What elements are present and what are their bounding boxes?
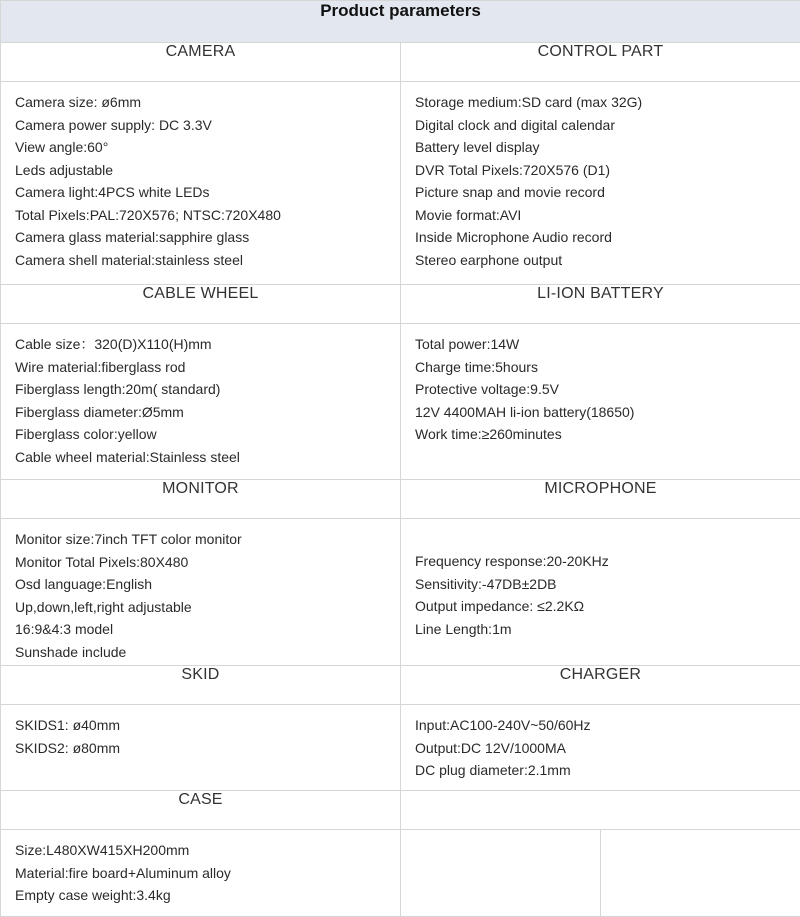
control-part-heading: CONTROL PART bbox=[401, 43, 800, 82]
spec-line: Material:fire board+Aluminum alloy bbox=[15, 862, 388, 885]
spec-line: View angle:60° bbox=[15, 136, 388, 159]
spec-line: Input:AC100-240V~50/60Hz bbox=[415, 714, 788, 737]
spec-line: Storage medium:SD card (max 32G) bbox=[415, 91, 788, 114]
spec-line: Fiberglass length:20m( standard) bbox=[15, 378, 388, 401]
spec-line: Output:DC 12V/1000MA bbox=[415, 737, 788, 760]
spec-line: Charge time:5hours bbox=[415, 356, 788, 379]
control-part-specs bbox=[401, 82, 800, 285]
spec-line: Monitor size:7inch TFT color monitor bbox=[15, 528, 388, 551]
spec-line: Line Length:1m bbox=[415, 618, 788, 641]
li-ion-battery-heading: LI-ION BATTERY bbox=[401, 285, 800, 324]
spec-line: Camera shell material:stainless steel bbox=[15, 249, 388, 272]
li-ion-battery-specs bbox=[401, 324, 800, 480]
spec-line: Size:L480XW415XH200mm bbox=[15, 839, 388, 862]
camera-specs bbox=[1, 82, 401, 285]
spec-line: Battery level display bbox=[415, 136, 788, 159]
monitor-heading: MONITOR bbox=[1, 480, 401, 519]
empty-subcell-left bbox=[401, 830, 600, 916]
spec-line: Camera light:4PCS white LEDs bbox=[15, 181, 388, 204]
spec-line: 16:9&4:3 model bbox=[15, 618, 388, 641]
monitor-specs bbox=[1, 519, 401, 666]
spec-line: Camera glass material:sapphire glass bbox=[15, 226, 388, 249]
spec-line: Digital clock and digital calendar bbox=[415, 114, 788, 137]
spec-line: Sensitivity:-47DB±2DB bbox=[415, 573, 788, 596]
spec-line: Empty case weight:3.4kg bbox=[15, 884, 388, 907]
spec-line: Camera size: ø6mm bbox=[15, 91, 388, 114]
microphone-heading: MICROPHONE bbox=[401, 480, 800, 519]
spec-line: Protective voltage:9.5V bbox=[415, 378, 788, 401]
camera-heading: CAMERA bbox=[1, 43, 401, 82]
spec-line: 12V 4400MAH li-ion battery(18650) bbox=[415, 401, 788, 424]
case-heading: CASE bbox=[1, 791, 401, 830]
empty-body-cell bbox=[401, 830, 800, 917]
spec-line: DVR Total Pixels:720X576 (D1) bbox=[415, 159, 788, 182]
spec-line: Wire material:fiberglass rod bbox=[15, 356, 388, 379]
spec-line: Sunshade include bbox=[15, 641, 388, 664]
spec-line: DC plug diameter:2.1mm bbox=[415, 759, 788, 782]
spec-line: Camera power supply: DC 3.3V bbox=[15, 114, 388, 137]
spec-line: Total power:14W bbox=[415, 333, 788, 356]
spec-line: Work time:≥260minutes bbox=[415, 423, 788, 446]
charger-heading: CHARGER bbox=[401, 666, 800, 705]
spec-line: Fiberglass diameter:Ø5mm bbox=[15, 401, 388, 424]
spec-line: Fiberglass color:yellow bbox=[15, 423, 388, 446]
cable-wheel-heading: CABLE WHEEL bbox=[1, 285, 401, 324]
spec-line: Output impedance: ≤2.2KΩ bbox=[415, 595, 788, 618]
spec-line: SKIDS2: ø80mm bbox=[15, 737, 388, 760]
spec-line: Frequency response:20-20KHz bbox=[415, 550, 788, 573]
spec-line: Total Pixels:PAL:720X576; NTSC:720X480 bbox=[15, 204, 388, 227]
spec-line: Inside Microphone Audio record bbox=[415, 226, 788, 249]
spec-line: Cable size：320(D)X110(H)mm bbox=[15, 333, 388, 356]
spec-line: Movie format:AVI bbox=[415, 204, 788, 227]
spec-line: Picture snap and movie record bbox=[415, 181, 788, 204]
skid-heading: SKID bbox=[1, 666, 401, 705]
spec-line: SKIDS1: ø40mm bbox=[15, 714, 388, 737]
table-title: Product parameters bbox=[1, 1, 800, 43]
spec-line: Cable wheel material:Stainless steel bbox=[15, 446, 388, 469]
empty-subcell-right bbox=[600, 830, 800, 916]
spec-line: Osd language:English bbox=[15, 573, 388, 596]
skid-specs bbox=[1, 705, 401, 791]
spec-line: Up,down,left,right adjustable bbox=[15, 596, 388, 619]
spec-line: Stereo earphone output bbox=[415, 249, 788, 272]
cable-wheel-specs bbox=[1, 324, 401, 480]
charger-specs bbox=[401, 705, 800, 791]
empty-heading-cell bbox=[401, 791, 800, 830]
microphone-specs bbox=[401, 519, 800, 666]
spec-line: Monitor Total Pixels:80X480 bbox=[15, 551, 388, 574]
case-specs bbox=[1, 830, 401, 917]
spec-line: Leds adjustable bbox=[15, 159, 388, 182]
